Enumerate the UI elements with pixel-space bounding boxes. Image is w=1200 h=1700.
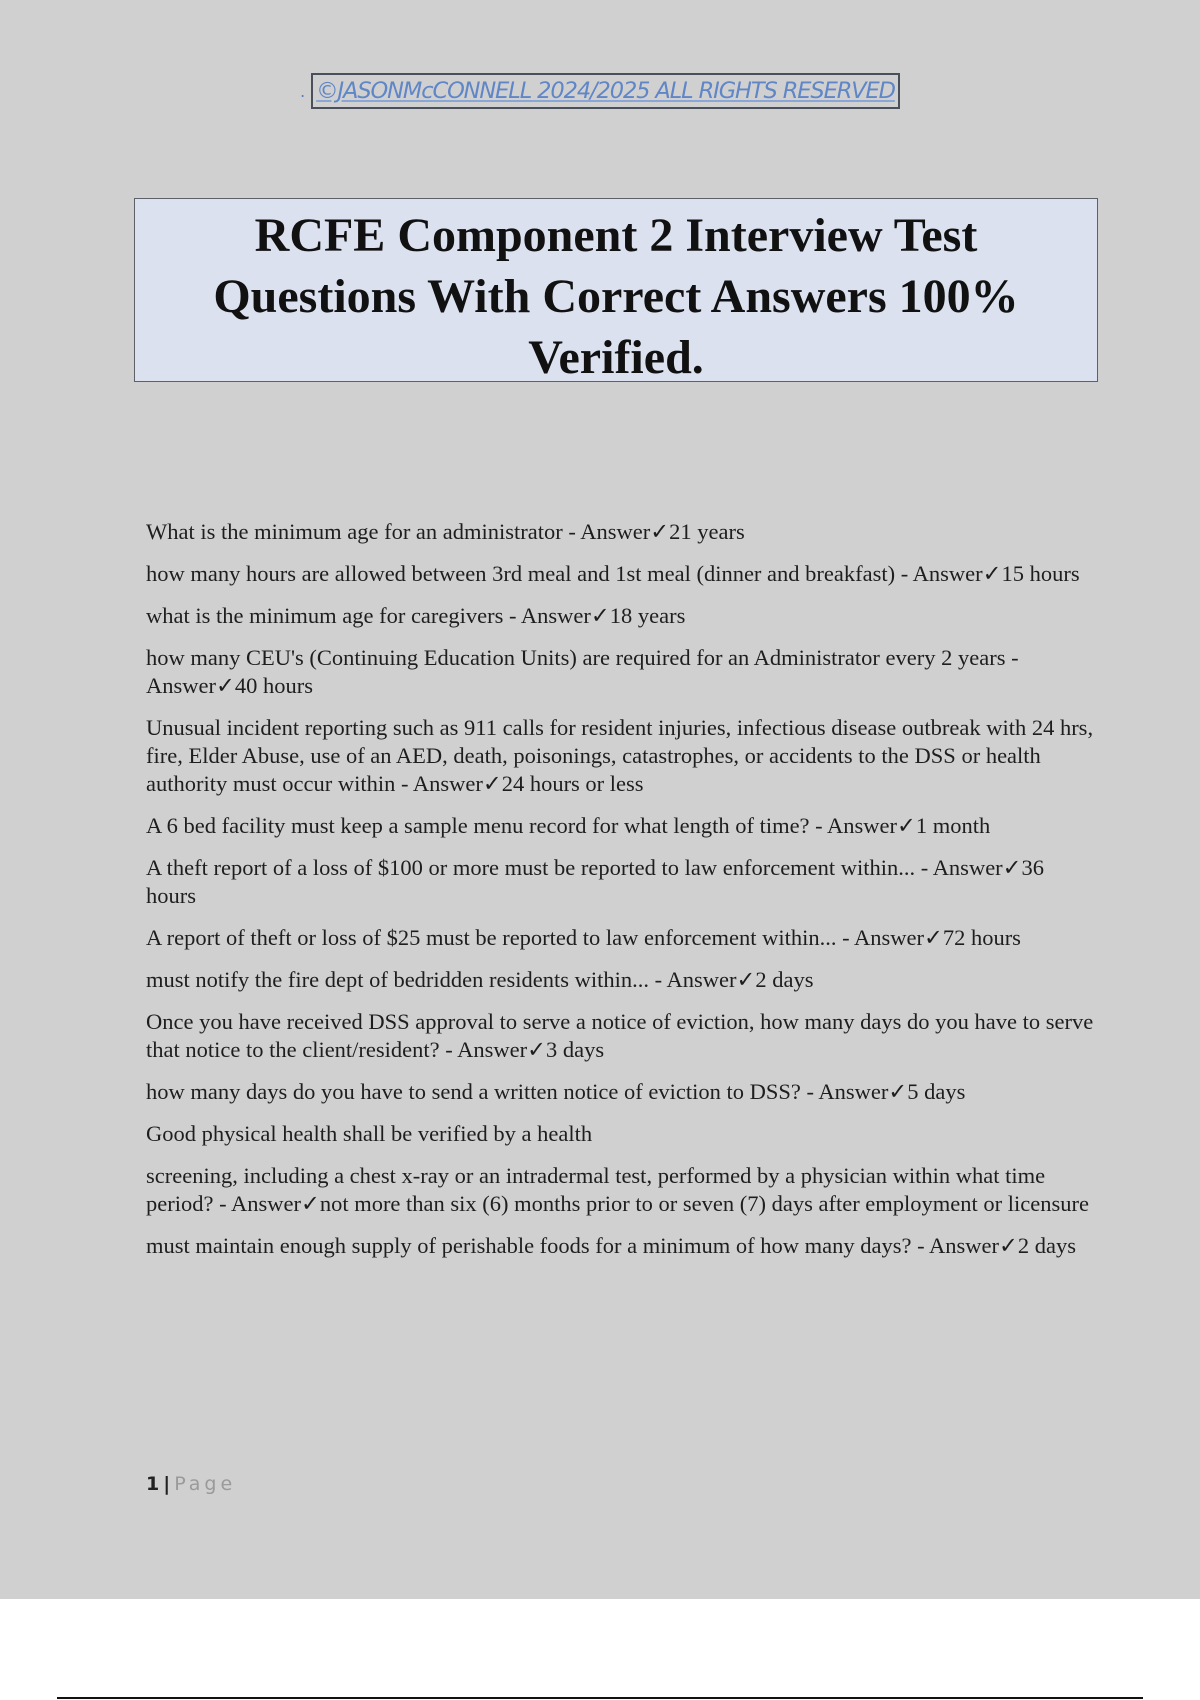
copyright-notice: ©JASONMcCONNELL 2024/2025 ALL RIGHTS RESERVED (311, 73, 900, 109)
question-text: how many CEU's (Continuing Education Units) are required for an Administrator every 2 years - (146, 645, 1019, 670)
title-line-1: RCFE Component 2 Interview Test (254, 209, 978, 262)
answer-text: 72 hours (942, 925, 1021, 950)
checkmark-icon: ✓ (888, 1079, 908, 1104)
answer-text: not more than six (6) months prior to or seven (7) days after employment or licensure (319, 1191, 1089, 1216)
question-text: what is the minimum age for caregivers - (146, 603, 521, 628)
question-text: Once you have received DSS approval to serve a notice of eviction, how many days do you have to serve that notice to the client/resident? - (146, 1009, 1094, 1062)
qa-list (146, 518, 1094, 1274)
answer-prefix: Answer (827, 813, 898, 838)
answer-text: 5 days (907, 1079, 966, 1104)
answer-prefix: Answer (853, 925, 924, 950)
page-separator: | (163, 1473, 171, 1495)
header-bullet: . (300, 80, 306, 101)
answer-prefix: Answer (520, 603, 591, 628)
qa-item (146, 812, 1094, 840)
question-text: What is the minimum age for an administrator - (146, 519, 581, 544)
checkmark-icon: ✓ (650, 519, 670, 544)
checkmark-icon: ✓ (215, 673, 235, 698)
answer-text: 2 days (1017, 1233, 1076, 1258)
answer-prefix: Answer (146, 673, 216, 698)
title-line-3: Verified. (528, 331, 704, 384)
answer-prefix: Answer (818, 1079, 889, 1104)
question-text: A report of theft or loss of $25 must be reported to law enforcement within... - (146, 925, 854, 950)
checkmark-icon: ✓ (482, 771, 502, 796)
qa-item (146, 966, 1094, 994)
answer-text: 3 days (546, 1037, 605, 1062)
answer-text: 24 hours or less (501, 771, 644, 796)
page-footer (146, 1473, 236, 1495)
answer-prefix: Answer (932, 855, 1003, 880)
question-text: how many days do you have to send a written notice of eviction to DSS? - (146, 1079, 819, 1104)
answer-prefix: Answer (580, 519, 651, 544)
copyright-header (0, 73, 1200, 109)
checkmark-icon: ✓ (897, 813, 916, 838)
answer-text: 1 month (915, 813, 991, 838)
checkmark-icon: ✓ (998, 1233, 1018, 1258)
checkmark-icon: ✓ (1002, 855, 1022, 880)
question-text: A theft report of a loss of $100 or more must be reported to law enforcement within... - (146, 855, 933, 880)
qa-item (146, 1232, 1094, 1260)
question-text: screening, including a chest x-ray or an intradermal test, performed by a physician within what time period? - (146, 1163, 1046, 1216)
checkmark-icon: ✓ (736, 967, 756, 992)
checkmark-icon: ✓ (527, 1037, 546, 1062)
checkmark-icon: ✓ (923, 925, 943, 950)
answer-prefix: Answer (230, 1191, 301, 1216)
question-text: Unusual incident reporting such as 911 calls for resident injuries, infectious disease outbreak with 24 hrs, fire, Elder Abuse, use of an AED, death, poisonings, catastrophes, or accidents to the DSS or health authority must occur within - (146, 715, 1094, 796)
qa-item (146, 1162, 1094, 1218)
page-label: Page (174, 1473, 237, 1495)
page-number: 1 (146, 1473, 160, 1495)
title-box (134, 198, 1098, 382)
answer-text: 15 hours (1001, 561, 1080, 586)
qa-item (146, 1008, 1094, 1064)
qa-item (146, 602, 1094, 630)
answer-prefix: Answer (912, 561, 983, 586)
document-title (135, 199, 1097, 388)
qa-item (146, 644, 1094, 700)
answer-prefix: Answer (666, 967, 737, 992)
qa-item (146, 560, 1094, 588)
question-text: must maintain enough supply of perishable foods for a minimum of how many days? - (146, 1233, 929, 1258)
answer-text: 21 years (669, 519, 745, 544)
question-text: must notify the fire dept of bedridden residents within... - (146, 967, 667, 992)
qa-item (146, 924, 1094, 952)
checkmark-icon: ✓ (590, 603, 610, 628)
qa-item (146, 854, 1094, 910)
question-text: Good physical health shall be verified by a health (146, 1121, 593, 1146)
qa-item (146, 714, 1094, 798)
title-line-2: Questions With Correct Answers 100% (213, 270, 1019, 323)
answer-text: 18 years (609, 603, 686, 628)
answer-prefix: Answer (412, 771, 483, 796)
question-text: how many hours are allowed between 3rd meal and 1st meal (dinner and breakfast) - (146, 561, 913, 586)
checkmark-icon: ✓ (300, 1191, 320, 1216)
next-page-rule (57, 1697, 1143, 1699)
question-text: A 6 bed facility must keep a sample menu record for what length of time? - (146, 813, 828, 838)
answer-text: 2 days (755, 967, 814, 992)
qa-item (146, 1120, 1094, 1148)
qa-item (146, 1078, 1094, 1106)
answer-prefix: Answer (457, 1037, 528, 1062)
checkmark-icon: ✓ (982, 561, 1002, 586)
qa-item (146, 518, 1094, 546)
answer-prefix: Answer (929, 1233, 999, 1258)
answer-text: 40 hours (234, 673, 313, 698)
answer-text: 36 hours (146, 855, 1045, 908)
